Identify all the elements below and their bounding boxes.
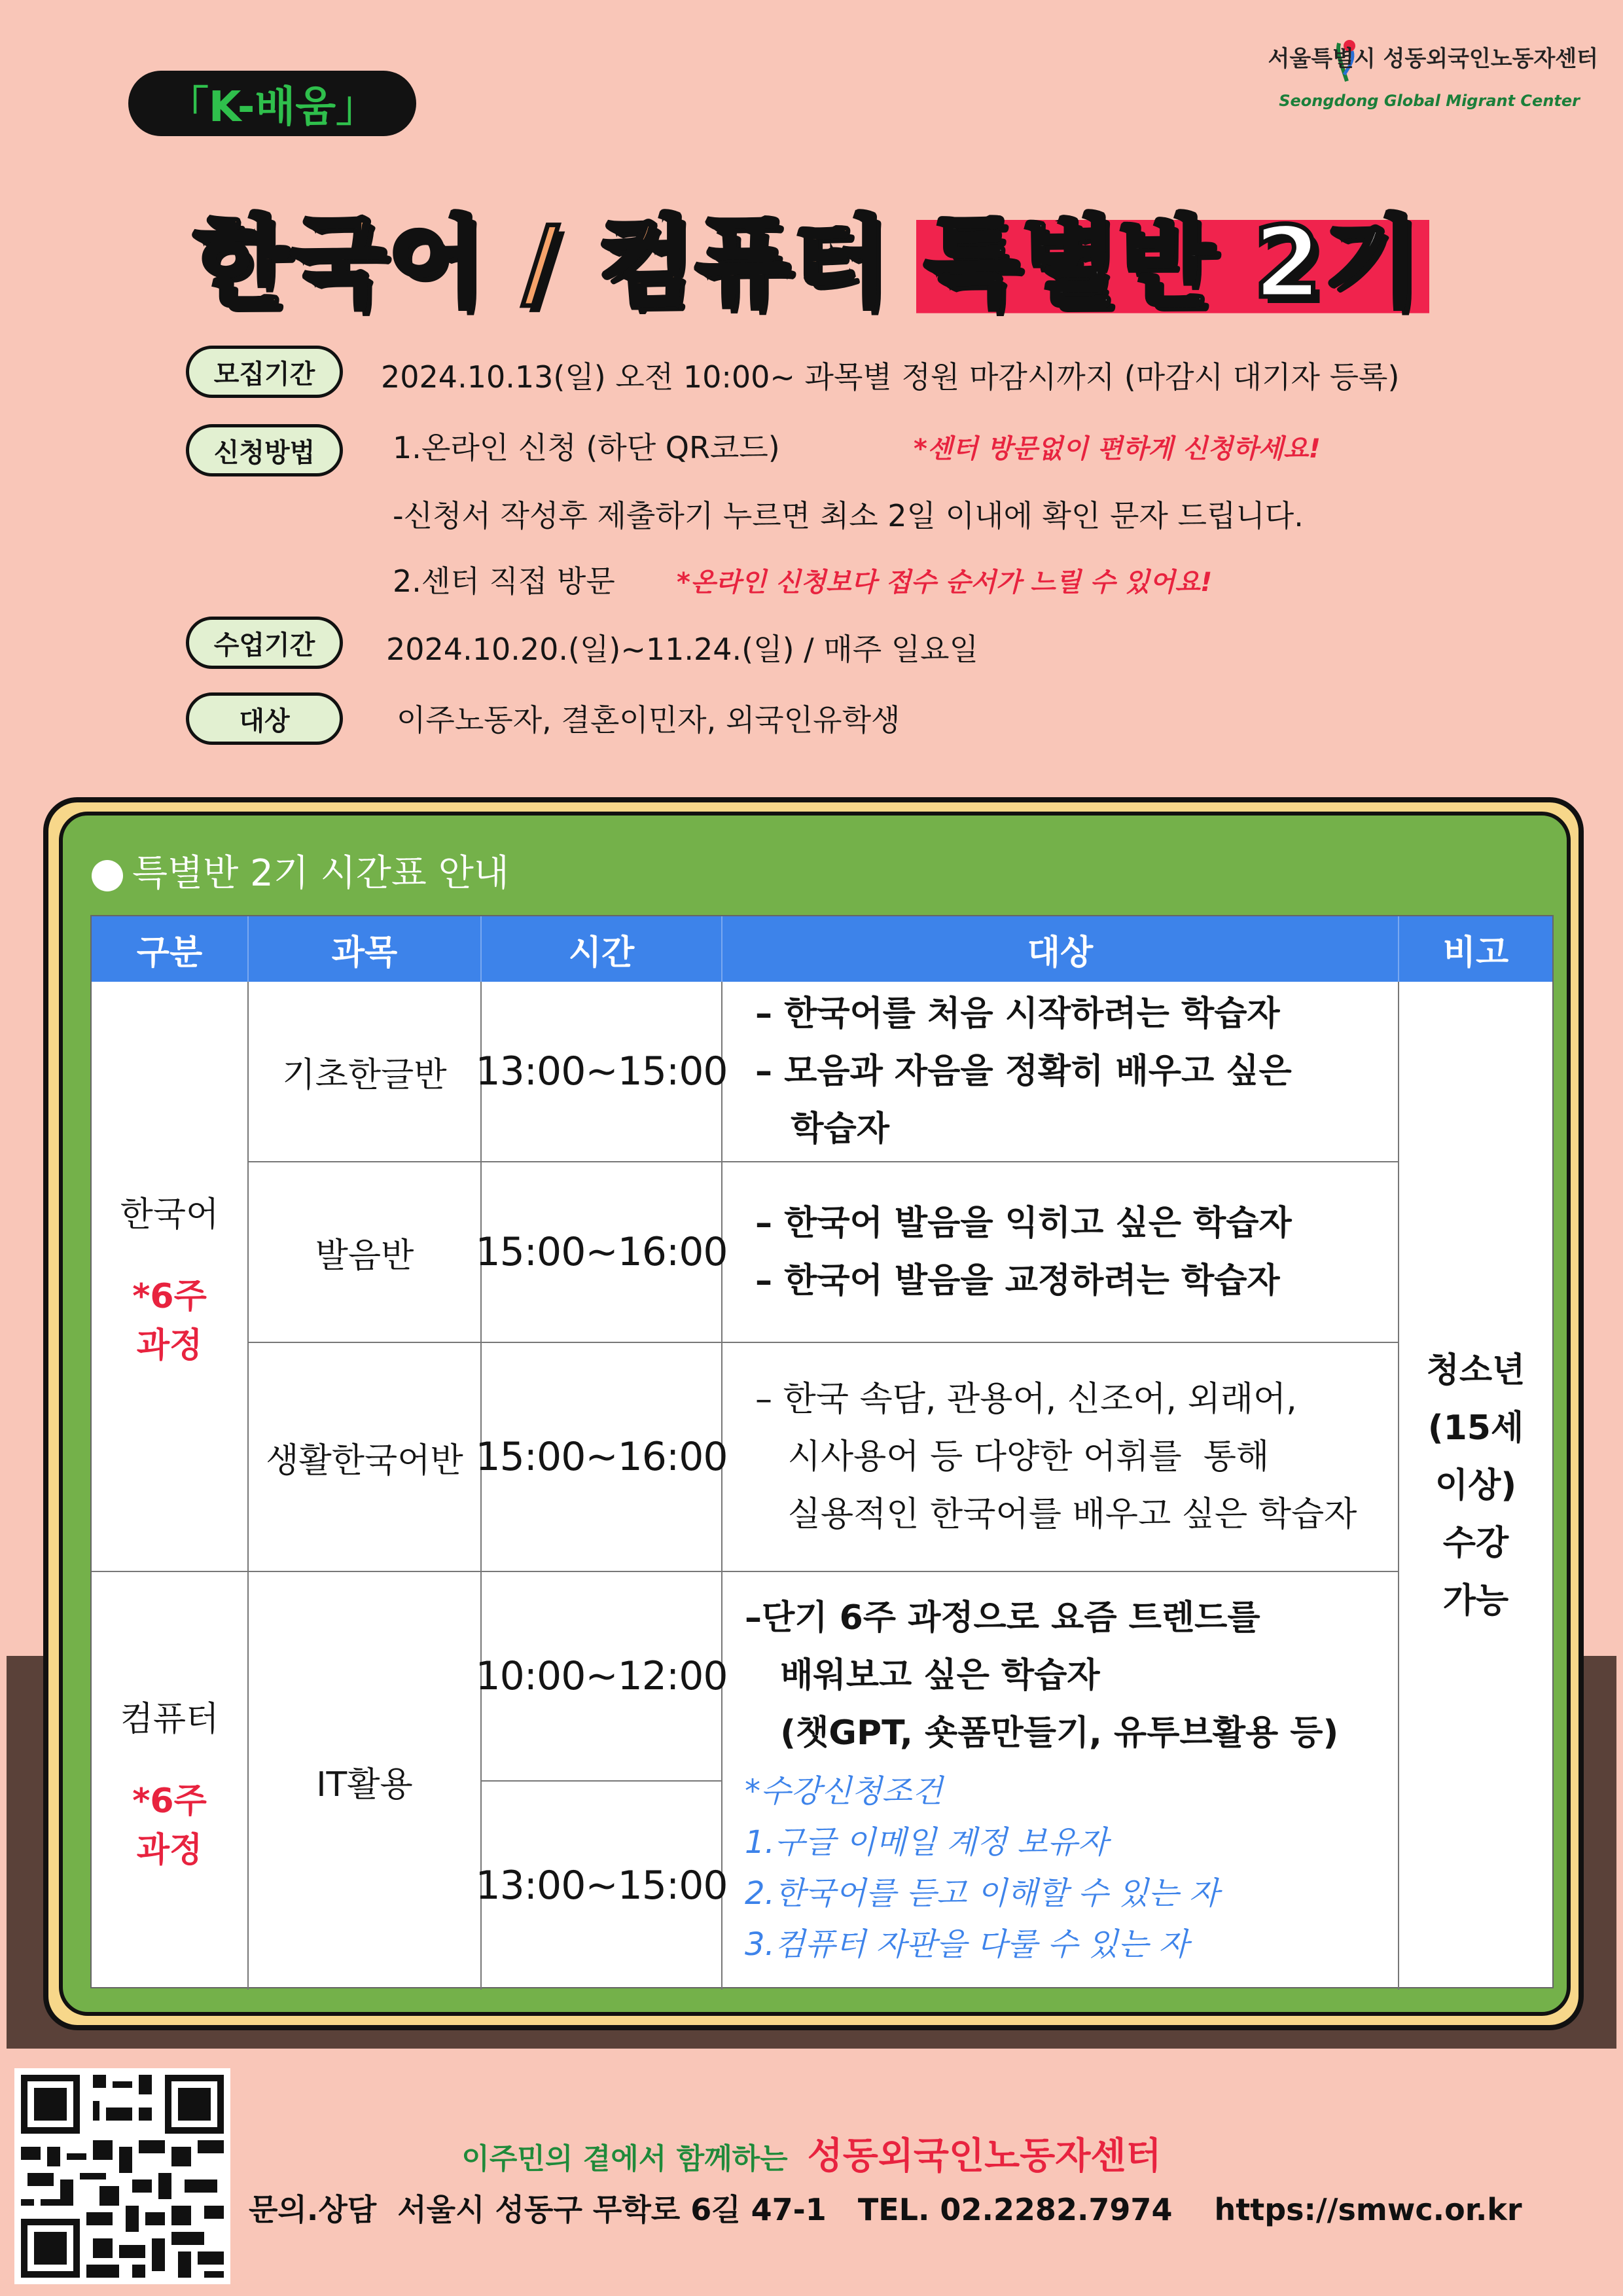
subject-basic-hangul: 기초한글반 xyxy=(249,982,482,1162)
footer-slogan-row xyxy=(0,2127,1623,2179)
desc-line: 실용적인 한국어를 배우고 싶은 학습자 xyxy=(755,1495,1357,1534)
korean-course-label: 과정 xyxy=(136,1325,203,1365)
remark-line: 가능 xyxy=(1442,1581,1509,1621)
center-logo xyxy=(1268,34,1603,132)
time-pronunciation: 15:00~16:00 xyxy=(482,1162,722,1343)
desc-line: –단기 6주 과정으로 요즘 트렌드를 xyxy=(745,1598,1260,1638)
recruit-period-label: 모집기간 xyxy=(186,346,343,398)
apply-visit-text: 2.센터 직접 방문 xyxy=(393,564,615,599)
category-korean-label: 한국어 xyxy=(120,1194,219,1234)
computer-course-label: 과정 xyxy=(136,1830,203,1870)
class-period-text: 2024.10.20.(일)~11.24.(일) / 매주 일요일 xyxy=(386,632,979,667)
apply-method-label: 신청방법 xyxy=(186,424,343,476)
time-it-afternoon: 13:00~15:00 xyxy=(482,1782,722,1990)
target-daily-korean xyxy=(722,1343,1399,1572)
desc-line: – 한국 속담, 관용어, 신조어, 외래어, xyxy=(755,1380,1297,1419)
subject-pronunciation: 발음반 xyxy=(249,1162,482,1343)
logo-org-name: 서울특별시 성동외국인노동자센터 xyxy=(1268,46,1598,72)
program-badge: 「K-배움」 xyxy=(128,71,416,136)
korean-course-length: *6주 xyxy=(132,1276,207,1316)
desc-line: (챗GPT, 숏폼만들기, 유투브활용 등) xyxy=(745,1713,1339,1753)
header-category: 구분 xyxy=(92,916,249,982)
schedule-table xyxy=(90,915,1554,1988)
desc-line: – 모음과 자음을 정확히 배우고 싶은 xyxy=(755,1052,1292,1091)
apply-online-note: *센터 방문없이 편하게 신청하세요! xyxy=(914,434,1321,464)
target-pronunciation xyxy=(722,1162,1399,1343)
schedule-title xyxy=(92,844,509,897)
bullet-icon xyxy=(92,860,123,891)
desc-line: 배워보고 싶은 학습자 xyxy=(745,1656,1100,1695)
category-computer-label: 컴퓨터 xyxy=(120,1699,219,1739)
desc-line: – 한국어를 처음 시작하려는 학습자 xyxy=(755,994,1280,1033)
apply-confirm-text: -신청서 작성후 제출하기 누르면 최소 2일 이내에 확인 문자 드립니다. xyxy=(393,498,1304,533)
footer-center-name: 성동외국인노동자센터 xyxy=(807,2135,1162,2178)
footer-contact[interactable]: 문의.상담 서울시 성동구 무학로 6길 47-1 TEL. 02.2282.7974 https://smwc.or.kr xyxy=(249,2192,1522,2227)
category-computer xyxy=(92,1572,249,1990)
desc-line: 학습자 xyxy=(755,1109,890,1149)
target-basic-hangul xyxy=(722,982,1399,1162)
target-text: 이주노동자, 결혼이민자, 외국인유학생 xyxy=(397,702,901,738)
title-special-class: 특별반 2기 xyxy=(916,206,1429,320)
time-basic-hangul: 13:00~15:00 xyxy=(482,982,722,1162)
desc-line: – 한국어 발음을 익히고 싶은 학습자 xyxy=(755,1204,1292,1243)
desc-line: – 한국어 발음을 교정하려는 학습자 xyxy=(755,1261,1280,1300)
remark-line: 수강 xyxy=(1442,1524,1509,1563)
condition-item: 1.구글 이메일 계정 보유자 xyxy=(745,1824,1109,1861)
footer-slogan: 이주민의 곁에서 함께하는 xyxy=(461,2142,788,2176)
recruit-period-text: 2024.10.13(일) 오전 10:00~ 과목별 정원 마감시까지 (마감시 대기자 등록) xyxy=(381,359,1400,395)
remark-line: 청소년 xyxy=(1426,1351,1525,1390)
apply-visit-note: *온라인 신청보다 접수 순서가 느릴 수 있어요! xyxy=(677,567,1213,598)
target-it xyxy=(722,1572,1399,1990)
time-daily-korean: 15:00~16:00 xyxy=(482,1343,722,1572)
header-subject: 과목 xyxy=(249,916,482,982)
logo-english-name: Seongdong Global Migrant Center xyxy=(1279,92,1580,110)
category-korean xyxy=(92,982,249,1572)
subject-it: IT활용 xyxy=(249,1572,482,1990)
condition-item: 2.한국어를 듣고 이해할 수 있는 자 xyxy=(745,1875,1219,1912)
schedule-title-text: 특별반 2기 시간표 안내 xyxy=(132,852,509,895)
remark-cell xyxy=(1399,982,1552,1990)
computer-course-length: *6주 xyxy=(132,1781,207,1821)
time-it-morning: 10:00~12:00 xyxy=(482,1572,722,1782)
header-time: 시간 xyxy=(482,916,722,982)
page-title xyxy=(0,183,1623,320)
desc-line: 시사용어 등 다양한 어휘를 통해 xyxy=(755,1437,1270,1477)
header-remark: 비고 xyxy=(1399,916,1552,982)
remark-line: 이상) xyxy=(1435,1466,1517,1505)
condition-item: 3.컴퓨터 자판을 다룰 수 있는 자 xyxy=(745,1926,1189,1963)
subject-daily-korean: 생활한국어반 xyxy=(249,1343,482,1572)
header-target: 대상 xyxy=(722,916,1399,982)
apply-online-text: 1.온라인 신청 (하단 QR코드) xyxy=(393,430,780,465)
target-label: 대상 xyxy=(186,692,343,745)
condition-title: *수강신청조건 xyxy=(745,1773,943,1810)
class-period-label: 수업기간 xyxy=(186,617,343,669)
remark-line: (15세 xyxy=(1427,1408,1524,1448)
title-subjects: 한국어 / 컴퓨터 xyxy=(193,206,891,320)
